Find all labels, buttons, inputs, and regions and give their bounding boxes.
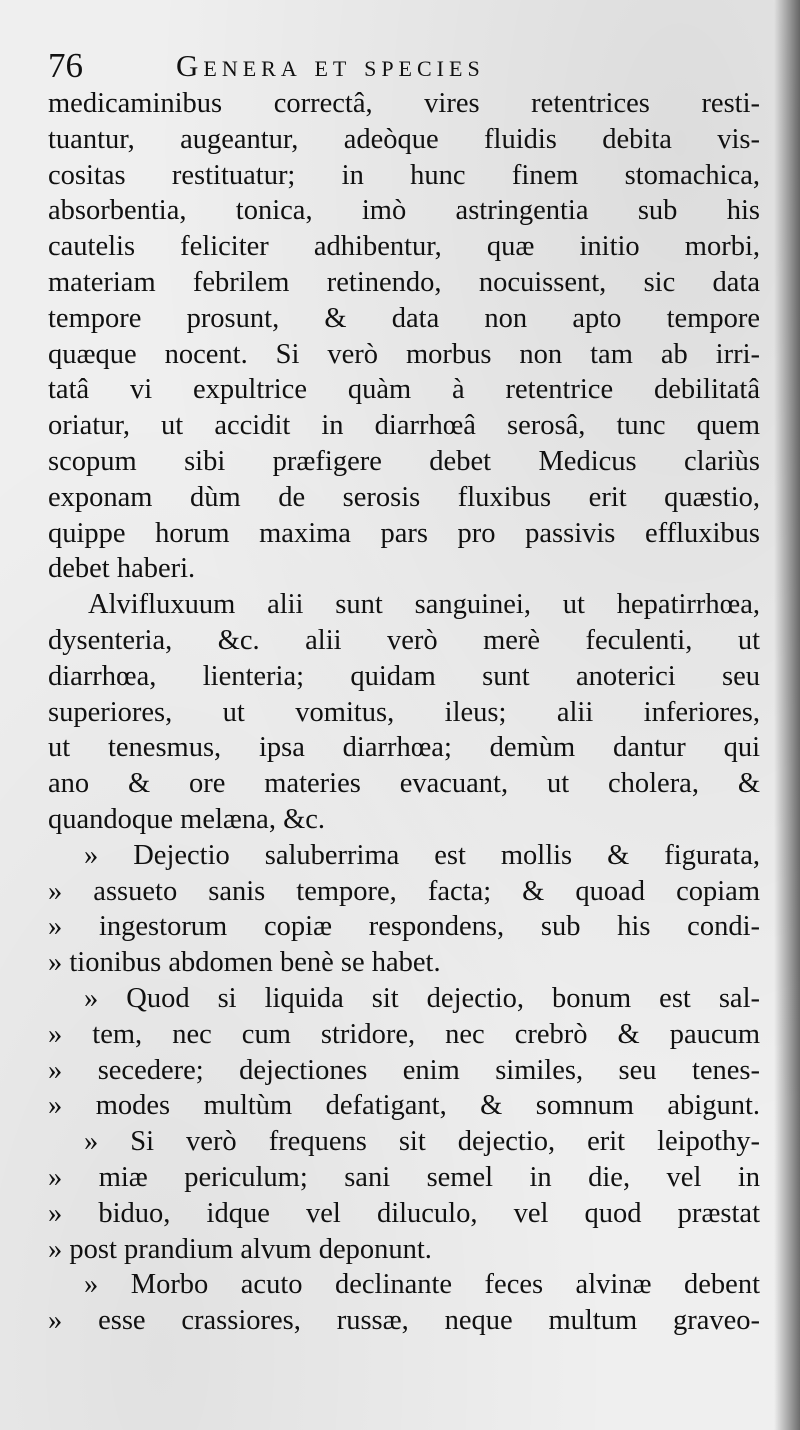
text-line: » assueto sanis tempore, facta; & quoad copiam <box>48 875 760 907</box>
text-line: scopum sibi præfigere debet Medicus clariùs <box>48 445 760 477</box>
text-line: debet haberi. <box>48 553 196 585</box>
text-line: cositas restituatur; in hunc finem stomachica, <box>48 159 760 191</box>
text-line: oriatur, ut accidit in diarrhœâ serosâ, tunc quem <box>48 410 760 442</box>
text-line: materiam febrilem retinendo, nocuissent, sic data <box>48 266 760 298</box>
text-line: » biduo, idque vel diluculo, vel quod præstat <box>48 1197 760 1229</box>
page-gutter-shadow <box>774 0 800 1430</box>
running-head: Genera et species <box>176 48 485 83</box>
text-line: » miæ periculum; sani semel in die, vel in <box>48 1161 760 1193</box>
body-text <box>48 86 760 1339</box>
text-line: » post prandium alvum deponunt. <box>48 1233 432 1265</box>
text-line: exponam dùm de serosis fluxibus erit quæstio, <box>48 481 760 513</box>
text-line: » Quod si liquida sit dejectio, bonum est sal- <box>84 982 760 1014</box>
text-line: dysenteria, &c. alii verò merè feculenti, ut <box>48 624 760 656</box>
text-line: » Dejectio saluberrima est mollis & figurata, <box>84 839 760 871</box>
text-line: medicaminibus correctâ, vires retentrices resti- <box>48 88 760 119</box>
text-line: tempore prosunt, & data non apto tempore <box>48 302 760 334</box>
text-line: » Morbo acuto declinante feces alvinæ debent <box>84 1269 760 1301</box>
text-line: cautelis feliciter adhibentur, quæ initio morbi, <box>48 231 760 263</box>
page-number: 76 <box>48 46 83 85</box>
text-line: superiores, ut vomitus, ileus; alii inferiores, <box>48 696 760 728</box>
text-line: » tem, nec cum stridore, nec crebrò & paucum <box>48 1018 760 1050</box>
text-line: » modes multùm defatigant, & somnum abigunt. <box>48 1090 760 1122</box>
text-line: » secedere; dejectiones enim similes, seu tenes- <box>48 1054 760 1086</box>
text-line: » tionibus abdomen benè se habet. <box>48 947 441 979</box>
text-line: quandoque melæna, &c. <box>48 803 326 835</box>
text-line: ut tenesmus, ipsa diarrhœa; demùm dantur qui <box>48 732 760 764</box>
text-line: » ingestorum copiæ respondens, sub his condi- <box>48 911 760 943</box>
text-line: tuantur, augeantur, adeòque fluidis debita vis- <box>48 123 760 155</box>
text-line: quippe horum maxima pars pro passivis effluxibus <box>48 517 760 549</box>
text-line: » Si verò frequens sit dejectio, erit leipothy- <box>84 1126 760 1158</box>
text-line: absorbentia, tonica, imò astringentia sub his <box>48 195 760 227</box>
text-line: quæque nocent. Si verò morbus non tam ab irri- <box>48 338 760 370</box>
page-header <box>48 40 758 92</box>
text-line: tatâ vi expultrice quàm à retentrice debilitatâ <box>48 374 760 406</box>
text-line: ano & ore materies evacuant, ut cholera, & <box>48 768 760 800</box>
text-line: diarrhœa, lienteria; quidam sunt anoterici seu <box>48 660 760 692</box>
text-line: Alvifluxuum alii sunt sanguinei, ut hepatirrhœa, <box>88 589 760 621</box>
text-line: » esse crassiores, russæ, neque multum graveo- <box>48 1305 760 1337</box>
